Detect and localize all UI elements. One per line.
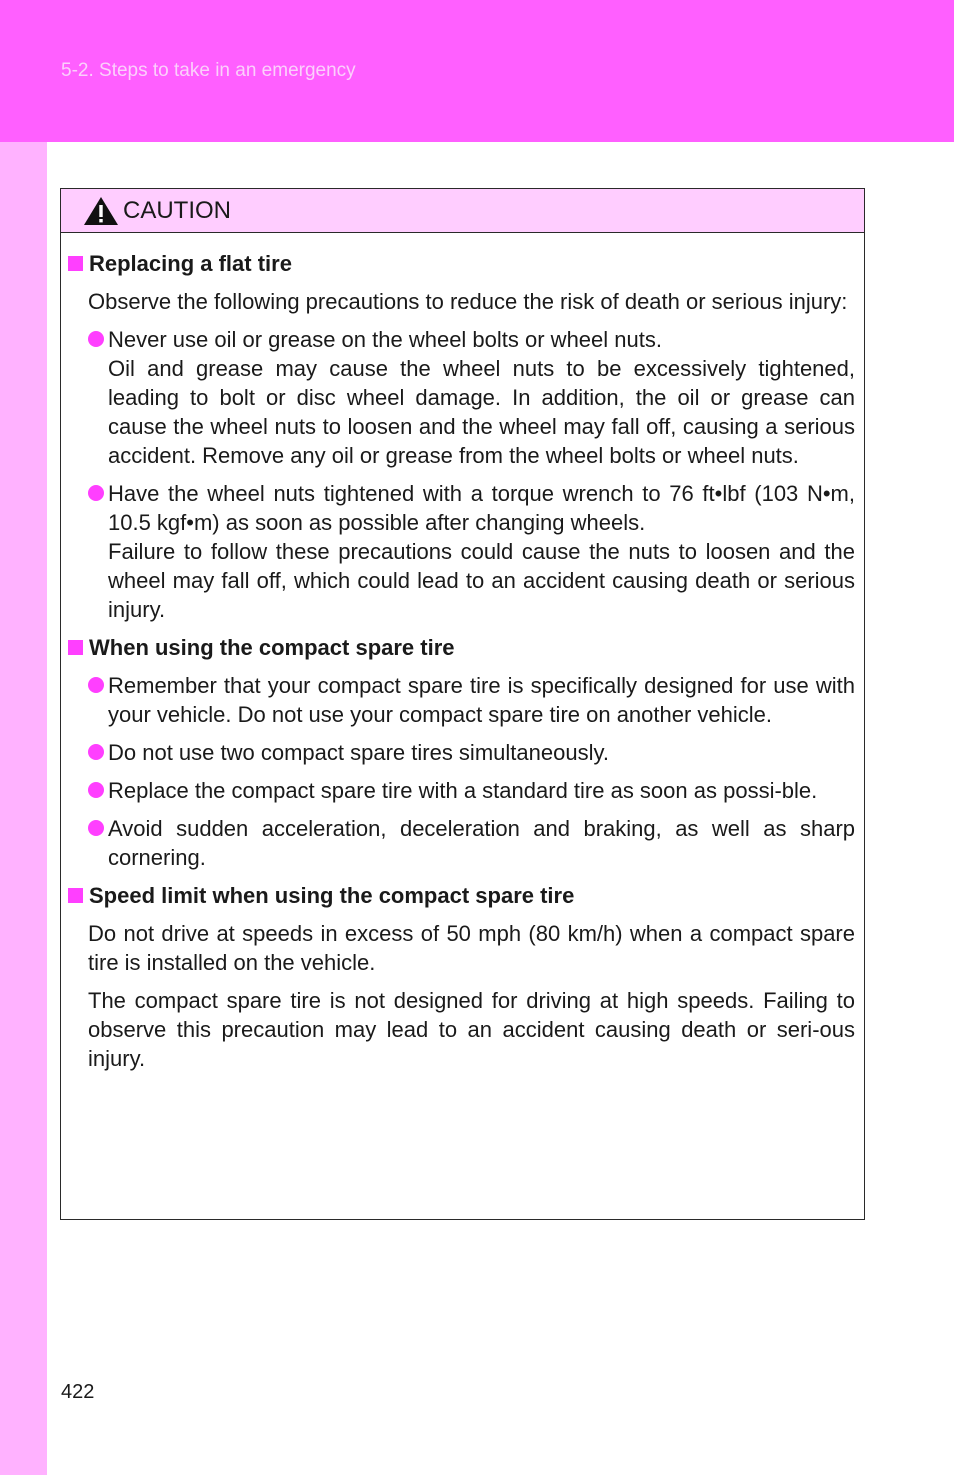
circle-bullet-icon bbox=[88, 782, 104, 798]
heading-text: Speed limit when using the compact spare tire bbox=[89, 883, 575, 908]
bullet-lead: Avoid sudden acceleration, deceleration and braking, as well as sharp cornering. bbox=[108, 816, 855, 870]
side-band bbox=[0, 142, 47, 1475]
bullet-lead: Remember that your compact spare tire is specifically designed for use with your vehicle. Do not use your compact spare tire on another vehicle. bbox=[108, 673, 855, 727]
circle-bullet-icon bbox=[88, 744, 104, 760]
heading-text: Replacing a flat tire bbox=[89, 251, 292, 276]
section-intro: Observe the following precautions to reduce the risk of death or serious injury: bbox=[88, 289, 848, 314]
circle-bullet-icon bbox=[88, 485, 104, 501]
section-heading bbox=[68, 881, 855, 910]
list-item bbox=[88, 776, 855, 805]
caution-body bbox=[61, 233, 864, 1073]
circle-bullet-icon bbox=[88, 331, 104, 347]
caution-title: CAUTION bbox=[123, 196, 231, 224]
caution-box bbox=[60, 188, 865, 1220]
bullet-detail: Failure to follow these precautions could cause the nuts to loosen and the wheel may fall off, which could lead to an accident causing death or serious injury. bbox=[108, 539, 855, 622]
paragraph: Do not drive at speeds in excess of 50 mph (80 km/h) when a compact spare tire is installed on the vehicle. bbox=[88, 921, 855, 975]
square-bullet-icon bbox=[68, 256, 83, 271]
section-label: 5-2. Steps to take in an emergency bbox=[61, 60, 356, 81]
square-bullet-icon bbox=[68, 888, 83, 903]
heading-text: When using the compact spare tire bbox=[89, 635, 455, 660]
section-heading bbox=[68, 633, 855, 662]
list-item bbox=[88, 479, 855, 624]
bullet-lead: Have the wheel nuts tightened with a torque wrench to 76 ft•lbf (103 N•m, 10.5 kgf•m) as soon as possible after changing wheels. bbox=[108, 481, 855, 535]
bullet-detail: Oil and grease may cause the wheel nuts to be excessively tightened, leading to bolt or disc wheel damage. In addition, the oil or grease can cause the wheel nuts to loosen and the wheel may fall off, causing a serious accident. Remove any oil or grease from the wheel bolts or wheel nuts. bbox=[108, 356, 855, 468]
paragraph: The compact spare tire is not designed for driving at high speeds. Failing to observe this precaution may lead to an accident causing death or seri-ous injury. bbox=[88, 988, 855, 1071]
circle-bullet-icon bbox=[88, 677, 104, 693]
bullet-lead: Do not use two compact spare tires simultaneously. bbox=[108, 740, 609, 765]
square-bullet-icon bbox=[68, 640, 83, 655]
warning-triangle-icon bbox=[83, 196, 119, 226]
bullet-lead: Never use oil or grease on the wheel bolts or wheel nuts. bbox=[108, 327, 662, 352]
caution-header bbox=[61, 189, 864, 233]
section-heading bbox=[68, 249, 855, 278]
list-item bbox=[88, 738, 855, 767]
list-item bbox=[88, 814, 855, 872]
list-item bbox=[88, 671, 855, 729]
bullet-lead: Replace the compact spare tire with a standard tire as soon as possi-ble. bbox=[108, 778, 818, 803]
circle-bullet-icon bbox=[88, 820, 104, 836]
list-item bbox=[88, 325, 855, 470]
page-number: 422 bbox=[61, 1381, 95, 1403]
